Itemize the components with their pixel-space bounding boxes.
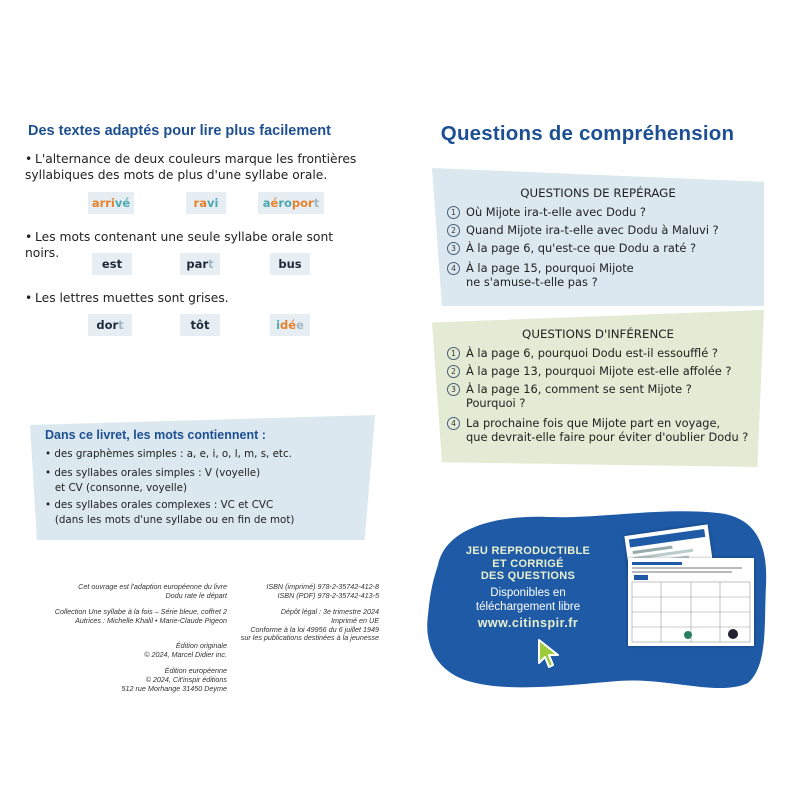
syllable: vi xyxy=(206,196,219,210)
syllable: i xyxy=(276,318,281,332)
question-item xyxy=(447,223,767,237)
bullet-color-alternation xyxy=(25,151,370,183)
word-example xyxy=(270,253,310,275)
question-text: Où Mijote ira-t-elle avec Dodu ? xyxy=(466,205,646,219)
syllable: t xyxy=(313,196,320,210)
syllable: t xyxy=(118,318,124,332)
question-number: 3 xyxy=(447,242,460,255)
question-item xyxy=(447,241,767,255)
word-example xyxy=(180,314,220,336)
section-title-comprehension: Questions de compréhension xyxy=(440,122,735,145)
worksheet-preview xyxy=(628,558,754,646)
syllable: ra xyxy=(193,196,207,210)
reperage-heading: QUESTIONS DE REPÉRAGE xyxy=(520,186,676,200)
word-example xyxy=(92,253,132,275)
word-example xyxy=(180,253,220,275)
syllable: ro xyxy=(278,196,292,210)
syllable: é xyxy=(270,196,279,210)
colophon-adaptation: Cet ouvrage est l'adaption européenne du livre Dodu rate le départ xyxy=(78,582,227,600)
colophon-collection: Collection Une syllabe à la fois – Série bleue, coffret 2 Autrices : Michelle Khalil • Marie-Claude Pigeon xyxy=(54,607,227,625)
booklet-contents-item: • des graphèmes simples : a, e, i, o, l, m, s, etc. xyxy=(45,448,292,460)
colophon-european-edition: Édition européenne © 2024, Cit'inspir éditions 512 rue Morhange 31450 Deyme xyxy=(121,666,227,693)
question-text: À la page 6, pourquoi Dodu est-il essoufflé ? xyxy=(466,346,718,360)
promo-url-link[interactable]: www.citinspir.fr xyxy=(477,616,579,630)
syllable: par xyxy=(186,257,209,271)
bullet-silent-letters xyxy=(25,290,370,306)
question-item xyxy=(447,382,767,410)
colophon-legal: Dépôt légal : 3e trimestre 2024 Imprimé en UE Conforme à la loi 49956 du 6 juillet 1949 sur les publications destinées à la jeunesse xyxy=(240,607,379,643)
syllable: arri xyxy=(91,196,115,210)
question-number: 2 xyxy=(447,224,460,237)
bullet-dot: • xyxy=(25,152,33,166)
promo-title: JEU REPRODUCTIBLE ET CORRIGÉ DES QUESTIONS xyxy=(465,545,591,582)
inference-heading: QUESTIONS D'INFÉRENCE xyxy=(522,327,674,341)
question-number: 2 xyxy=(447,365,460,378)
syllable: por xyxy=(291,196,314,210)
question-item xyxy=(447,416,767,444)
syllable: tôt xyxy=(190,318,210,332)
promo-subtitle: Disponibles en téléchargement libre xyxy=(475,587,581,613)
question-number: 1 xyxy=(447,347,460,360)
syllable: bus xyxy=(278,257,302,271)
syllable: vé xyxy=(114,196,131,210)
booklet-contents-item: • des syllabes orales simples : V (voyelle) et CV (consonne, voyelle) xyxy=(45,467,261,494)
syllable: t xyxy=(208,257,214,271)
booklet-contents-title: Dans ce livret, les mots contiennent : xyxy=(45,428,266,442)
word-example-row-2 xyxy=(88,253,338,275)
question-text: À la page 13, pourquoi Mijote est-elle affolée ? xyxy=(466,364,732,378)
bullet-dot: • xyxy=(25,230,33,244)
syllable: est xyxy=(101,257,123,271)
question-number: 4 xyxy=(447,262,460,275)
question-item xyxy=(447,205,767,219)
syllable: a xyxy=(262,196,271,210)
question-item xyxy=(447,364,767,378)
word-example-row-1 xyxy=(88,192,338,214)
question-text: La prochaine fois que Mijote part en voyage, que devrait-elle faire pour éviter d'oublier Dodu ? xyxy=(466,416,749,444)
bullet-text: Les mots contenant une seule syllabe orale sont noirs. xyxy=(25,230,334,260)
question-text: Quand Mijote ira-t-elle avec Dodu à Maluvi ? xyxy=(466,223,719,237)
section-title-adapted-texts: Des textes adaptés pour lire plus facilement xyxy=(28,123,331,139)
word-example xyxy=(270,314,310,336)
bullet-dot: • xyxy=(25,291,33,305)
question-number: 1 xyxy=(447,206,460,219)
syllable: dor xyxy=(96,318,119,332)
word-example-row-3 xyxy=(88,314,338,336)
syllable: e xyxy=(296,318,304,332)
word-example xyxy=(258,192,324,214)
bullet-text: L'alternance de deux couleurs marque les frontières syllabiques des mots de plus d'une syllabe orale. xyxy=(25,152,357,182)
question-item xyxy=(447,261,767,289)
question-item xyxy=(447,346,767,360)
bullet-text: Les lettres muettes sont grises. xyxy=(35,291,229,305)
colophon-isbn: ISBN (imprimé) 978-2-35742-412-8 ISBN (PDF) 978-2-35742-413-5 xyxy=(266,582,379,600)
cursor-arrow-icon xyxy=(536,637,564,673)
booklet-contents-item: • des syllabes orales complexes : VC et CVC (dans les mots d'une syllabe ou en fin de mot) xyxy=(45,499,295,526)
question-text: À la page 15, pourquoi Mijote ne s'amuse-t-elle pas ? xyxy=(466,261,634,289)
question-text: À la page 16, comment se sent Mijote ? Pourquoi ? xyxy=(466,382,692,410)
syllable: dé xyxy=(280,318,297,332)
word-example xyxy=(88,314,132,336)
question-number: 4 xyxy=(447,417,460,430)
word-example xyxy=(88,192,134,214)
question-text: À la page 6, qu'est-ce que Dodu a raté ? xyxy=(466,241,697,255)
word-example xyxy=(186,192,226,214)
colophon-original-edition: Édition originale © 2024, Marcel Didier inc. xyxy=(144,641,227,659)
question-number: 3 xyxy=(447,383,460,396)
